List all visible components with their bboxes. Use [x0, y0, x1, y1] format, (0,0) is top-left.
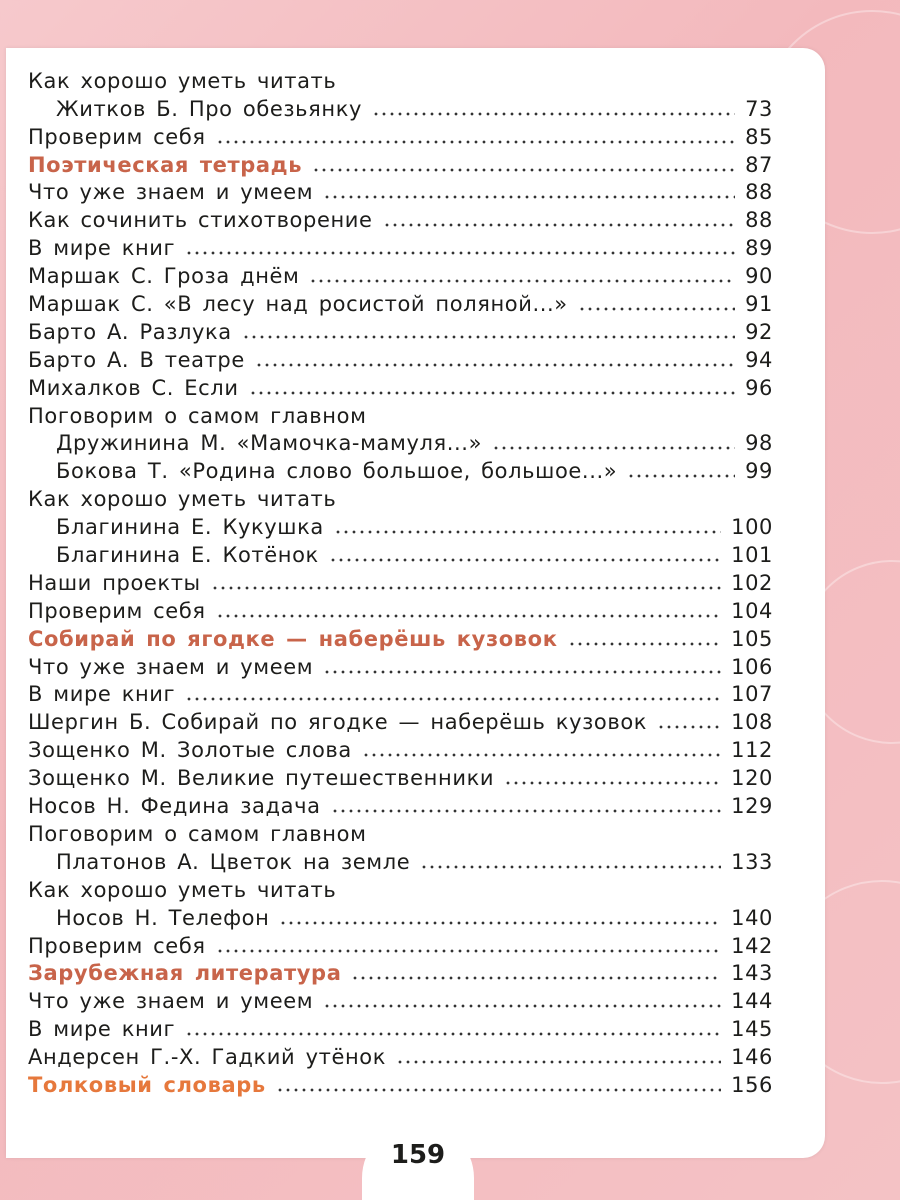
toc-entry-page: 88	[745, 180, 773, 205]
toc-entry	[28, 287, 773, 315]
toc-entry-title: Проверим себя	[28, 933, 206, 958]
toc-entry-page: 88	[745, 208, 773, 233]
toc-entry	[28, 231, 773, 259]
toc-entry-title: Поговорим о самом главном	[28, 821, 367, 846]
toc-entry-page: 129	[731, 794, 773, 819]
dot-leader	[255, 363, 735, 367]
toc-entry-page: 101	[731, 543, 773, 568]
toc-entry	[28, 315, 773, 343]
toc-entry-page: 102	[731, 570, 773, 595]
toc-entry-page: 99	[745, 459, 773, 484]
dot-leader	[216, 140, 735, 144]
toc-entry	[28, 650, 773, 678]
dot-leader	[185, 697, 721, 701]
toc-entry-title: Как сочинить стихотворение	[28, 208, 373, 233]
toc-entry-page: 98	[745, 431, 773, 456]
toc-entry-title: Зощенко М. Великие путешественники	[28, 766, 495, 791]
dot-leader	[185, 1032, 721, 1036]
dot-leader	[312, 168, 735, 172]
dot-leader	[504, 781, 721, 785]
toc-entry-title: Как хорошо уметь читать	[28, 487, 337, 512]
toc-entry	[28, 92, 773, 120]
toc-entry	[28, 845, 773, 873]
toc-entry	[28, 538, 773, 566]
toc-entry-page: 146	[731, 1045, 773, 1070]
toc-entry-title: Благинина Е. Котёнок	[56, 543, 319, 568]
dot-leader	[216, 949, 721, 953]
toc-entry-title: Что уже знаем и умеем	[28, 654, 314, 679]
toc-entry-page: 156	[731, 1072, 773, 1097]
toc-entry-page: 89	[745, 236, 773, 261]
dot-leader	[323, 670, 721, 674]
toc-entry-title: Маршак С. «В лесу над росистой поляной...»	[28, 292, 568, 317]
toc-entry	[28, 120, 773, 148]
toc-section-heading	[28, 148, 773, 176]
toc-entry-title: Житков Б. Про обезьянку	[56, 96, 363, 121]
toc-entry-page: 100	[731, 515, 773, 540]
dot-leader	[216, 614, 721, 618]
toc-entry	[28, 984, 773, 1012]
toc-entry	[28, 343, 773, 371]
table-of-contents	[28, 64, 773, 1096]
toc-entry-page: 133	[731, 849, 773, 874]
toc-entry	[28, 789, 773, 817]
toc-entry-title: Проверим себя	[28, 598, 206, 623]
toc-entry-title: Носов Н. Телефон	[56, 905, 270, 930]
toc-entry-title: Что уже знаем и умеем	[28, 989, 314, 1014]
toc-entry	[28, 259, 773, 287]
toc-entry-title: Маршак С. Гроза днём	[28, 264, 300, 289]
toc-entry-title: Дружинина М. «Мамочка-мамуля...»	[56, 431, 483, 456]
toc-entry-title: Поэтическая тетрадь	[28, 152, 303, 177]
toc-entry-title: Барто А. В театре	[28, 347, 245, 372]
toc-section-heading	[28, 622, 773, 650]
dot-leader	[492, 446, 735, 450]
dot-leader	[351, 976, 721, 980]
toc-entry	[28, 64, 773, 92]
toc-entry	[28, 761, 773, 789]
toc-entry-title: В мире книг	[28, 682, 176, 707]
toc-entry-title: Как хорошо уметь читать	[28, 68, 337, 93]
dot-leader	[276, 1088, 721, 1092]
toc-entry-title: Шергин Б. Собирай по ягодке — наберёшь кузовок	[28, 710, 648, 735]
toc-entry	[28, 371, 773, 399]
toc-entry-title: Поговорим о самом главном	[28, 403, 367, 428]
dot-leader	[383, 223, 736, 227]
toc-entry	[28, 873, 773, 901]
toc-entry	[28, 482, 773, 510]
dot-leader	[578, 307, 735, 311]
toc-entry-page: 91	[745, 292, 773, 317]
toc-entry-title: Собирай по ягодке — наберёшь кузовок	[28, 626, 558, 651]
dot-leader	[420, 865, 721, 869]
toc-entry-page: 87	[745, 152, 773, 177]
toc-entry	[28, 510, 773, 538]
dot-leader	[323, 195, 735, 199]
toc-entry	[28, 705, 773, 733]
dot-leader	[627, 474, 735, 478]
toc-entry-page: 140	[731, 905, 773, 930]
toc-entry-page: 145	[731, 1017, 773, 1042]
toc-entry-page: 85	[745, 124, 773, 149]
dot-leader	[211, 586, 721, 590]
dot-leader	[372, 112, 735, 116]
toc-entry-page: 104	[731, 598, 773, 623]
toc-entry-page: 144	[731, 989, 773, 1014]
toc-entry	[28, 678, 773, 706]
toc-entry-page: 94	[745, 347, 773, 372]
toc-entry-title: Как хорошо уметь читать	[28, 877, 337, 902]
dot-leader	[309, 279, 735, 283]
toc-entry-page: 92	[745, 319, 773, 344]
dot-leader	[242, 335, 735, 339]
toc-entry-page: 73	[745, 96, 773, 121]
toc-section-heading	[28, 957, 773, 985]
toc-section-heading	[28, 1068, 773, 1096]
toc-entry	[28, 594, 773, 622]
toc-entry-title: В мире книг	[28, 236, 176, 261]
toc-entry	[28, 901, 773, 929]
toc-entry	[28, 399, 773, 427]
dot-leader	[279, 921, 721, 925]
toc-entry-title: Барто А. Разлука	[28, 319, 232, 344]
dot-leader	[657, 725, 721, 729]
toc-entry	[28, 817, 773, 845]
dot-leader	[323, 1004, 721, 1008]
toc-entry-title: Носов Н. Федина задача	[28, 794, 321, 819]
toc-entry-page: 105	[731, 626, 773, 651]
toc-entry-page: 108	[731, 710, 773, 735]
toc-entry	[28, 427, 773, 455]
toc-entry-title: Андерсен Г.-Х. Гадкий утёнок	[28, 1045, 387, 1070]
toc-entry	[28, 566, 773, 594]
toc-entry-page: 106	[731, 654, 773, 679]
dot-leader	[329, 558, 721, 562]
toc-entry-page: 107	[731, 682, 773, 707]
toc-entry	[28, 203, 773, 231]
toc-entry	[28, 733, 773, 761]
page-number-text: 159	[390, 1140, 446, 1170]
toc-entry-title: Что уже знаем и умеем	[28, 180, 314, 205]
toc-entry-title: Благинина Е. Кукушка	[56, 515, 324, 540]
dot-leader	[185, 251, 735, 255]
dot-leader	[568, 642, 722, 646]
toc-entry-title: Проверим себя	[28, 124, 206, 149]
toc-entry-title: Михалков С. Если	[28, 375, 239, 400]
toc-entry	[28, 1040, 773, 1068]
toc-entry-title: Бокова Т. «Родина слово большое, большое...»	[56, 459, 618, 484]
toc-entry-title: Платонов А. Цветок на земле	[56, 849, 411, 874]
dot-leader	[362, 753, 721, 757]
toc-entry	[28, 929, 773, 957]
toc-entry	[28, 454, 773, 482]
toc-entry-title: Зарубежная литература	[28, 961, 342, 986]
toc-entry-page: 120	[731, 766, 773, 791]
dot-leader	[249, 391, 736, 395]
toc-entry-page: 96	[745, 375, 773, 400]
toc-entry-title: Наши проекты	[28, 570, 201, 595]
book-page	[6, 48, 825, 1158]
toc-entry-title: В мире книг	[28, 1017, 176, 1042]
toc-entry-page: 143	[731, 961, 773, 986]
dot-leader	[334, 530, 721, 534]
toc-entry	[28, 176, 773, 204]
toc-entry-title: Зощенко М. Золотые слова	[28, 738, 352, 763]
toc-entry-page: 112	[731, 738, 773, 763]
toc-entry-page: 90	[745, 264, 773, 289]
toc-entry-page: 142	[731, 933, 773, 958]
toc-entry	[28, 1012, 773, 1040]
dot-leader	[331, 809, 722, 813]
dot-leader	[396, 1060, 721, 1064]
toc-entry-title: Толковый словарь	[28, 1072, 266, 1097]
